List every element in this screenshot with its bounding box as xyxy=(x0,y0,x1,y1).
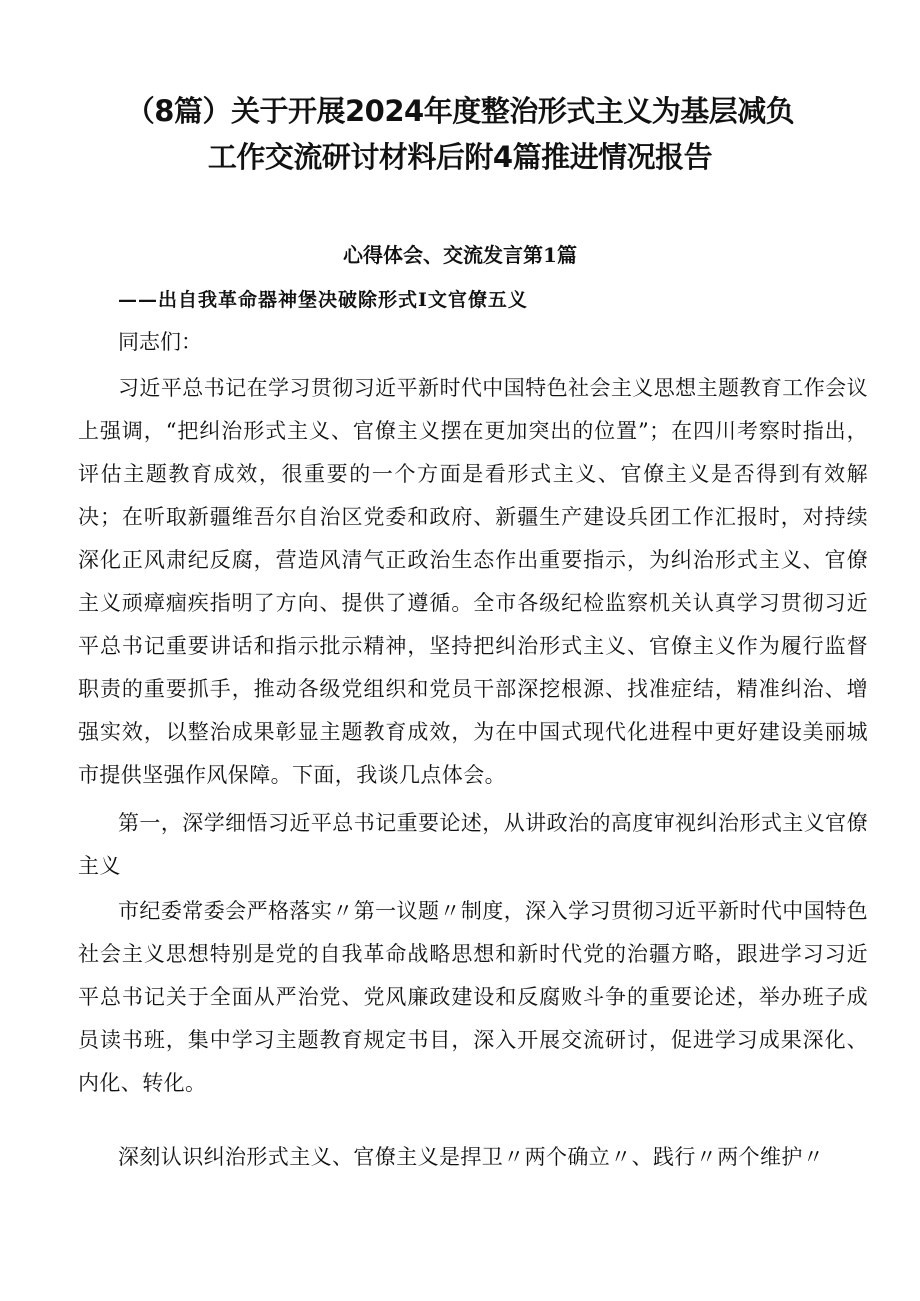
document-title-line-1: （8篇）关于开展2024年度整治形式主义为基层减负 xyxy=(125,94,795,128)
body-paragraph: 习近平总书记在学习贯彻习近平新时代中国特色社会主义思想主题教育工作会议上强调，“把纠治形式主义、官僚主义摆在更加突出的位置”；在四川考察时指出，评估主题教育成效，很重要的一个方面是看形式主义、官僚主义是否得到有效解决；在听取新疆维吾尔自治区党委和政府、新疆生产建设兵团工作汇报时，对持续深化正风肃纪反腐，营造风清气正政治生态作出重要指示，为纠治形式主义、官僚主义顽瘴痼疾指明了方向、提供了遵循。全市各级纪检监察机关认真学习贯彻习近平总书记重要讲话和指示批示精神，坚持把纠治形式主义、官僚主义作为履行监督职责的重要抓手，推动各级党组织和党员干部深挖根源、找准症结，精准纠治、增强实效，以整治成果彰显主题教育成效，为在中国式现代化进程中更好建设美丽城市提供坚强作风保障。下面，我谈几点体会。 xyxy=(78,376,868,787)
salutation: 同志们： xyxy=(118,330,202,354)
body-paragraph-heading: 第一，深学细悟习近平总书记重要论述，从讲政治的高度审视纠治形式主义官僚主义 xyxy=(78,811,868,878)
body-paragraph: 市纪委常委会严格落实〃第一议题〃制度，深入学习贯彻习近平新时代中国特色社会主义思想特别是党的自我革命战略思想和新时代党的治疆方略，跟进学习习近平总书记关于全面从严治党、党风廉政建设和反腐败斗争的重要论述，举办班子成员读书班，集中学习主题教育规定书目，深入开展交流研讨，促进学习成果深化、内化、转化。 xyxy=(78,899,868,1095)
section-subtitle: ——出自我革命器神堡决破除形式Ⅰ文官僚五义 xyxy=(118,289,528,311)
document-title-line-2: 工作交流研讨材料后附4篇推进情况报告 xyxy=(207,140,713,174)
body-paragraph: 深刻认识纠治形式主义、官僚主义是捍卫〃两个确立〃、践行〃两个维护〃 xyxy=(118,1145,825,1169)
section-heading: 心得体会、交流发言第1篇 xyxy=(343,243,577,267)
